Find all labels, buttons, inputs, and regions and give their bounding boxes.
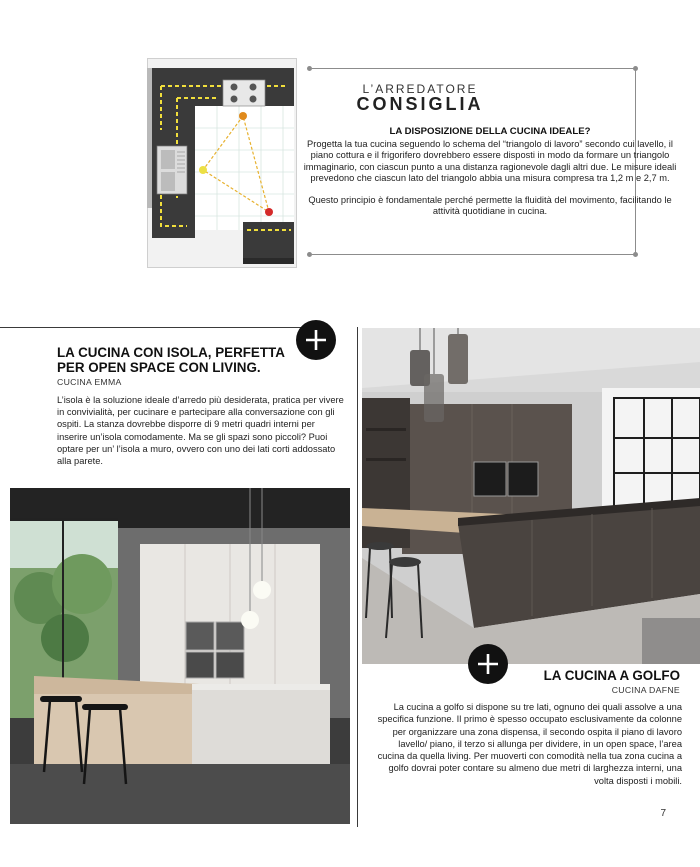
- gulf-section-subtitle: CUCINA DAFNE: [611, 685, 680, 695]
- advice-paragraph: Questo principio è fondamentale perché permette la fluidità del movimento, facilitando le attività quotidiane in cucina.: [308, 194, 672, 217]
- advice-question: LA DISPOSIZIONE DELLA CUCINA IDEALE?: [389, 126, 591, 137]
- advice-frame-top: [312, 68, 634, 69]
- plus-icon[interactable]: [468, 644, 508, 684]
- gulf-section-title: LA CUCINA A GOLFO: [543, 668, 680, 683]
- gulf-section-body: La cucina a golfo si dispone su tre lati, ognuno dei quali assolve a una specifica funzione. Il primo è spesso occupato esclusivamente da colonne per organizzare una zona dispensa, il secondo ospita il piano di lavoro lavello/ piano, il terzo si allunga per dividere, in un open space, l’area cucina da quella living. Per muoverti con comodità nella tua zona cucina a golfo dovrai poter contare su almeno due metri di larghezza interni, una volta disposti i mobili.: [377, 702, 682, 786]
- island-section-title: LA CUCINA CON ISOLA, PERFETTA PER OPEN SPACE CON LIVING.: [57, 345, 285, 375]
- gulf-kitchen-photo: [362, 328, 700, 664]
- sink-icon: [157, 146, 187, 194]
- cooktop-icon: [223, 80, 265, 106]
- page-number: 7: [660, 808, 666, 819]
- section-divider: [0, 327, 303, 328]
- advice-paragraph: Progetta la tua cucina seguendo lo schema del “triangolo di lavoro” secondo cui lavello, il piano cottura e il frigorifero dovrebbero essere disposti in modo da formare un triangolo immaginario, con ciascun punto a una distanza ragionevole dagli altri due. Le misure ideali prevedono che ciascun lato del triangolo abbia una misura compresa tra 1,2 m e 2,7 m.: [303, 139, 677, 184]
- advice-frame-bottom: [312, 254, 634, 255]
- island-section-body: L’isola è la soluzione ideale d’arredo più desiderata, pratica per vivere in convivialità, per cucinare e partecipare alla conversazione con gli ospiti. La stanza dovrebbe disporre di 9 metri quadri interni per inserire un’isola comodamente. Ma se gli spazi sono piccoli? Puoi optare per un’ l’isola a muro, ovvero con uno dei lati corti addossato alla parete.: [57, 395, 344, 467]
- plus-icon[interactable]: [296, 320, 336, 360]
- island-section-subtitle: CUCINA EMMA: [57, 377, 122, 387]
- advice-kicker: L’ARREDATORE: [362, 82, 478, 96]
- kitchen-floor-plan: [147, 58, 297, 268]
- section-divider: [357, 327, 358, 827]
- island-kitchen-photo: [10, 488, 350, 824]
- advice-body: [300, 139, 680, 227]
- advice-frame-dot: [633, 252, 638, 257]
- advice-title: CONSIGLIA: [356, 94, 484, 114]
